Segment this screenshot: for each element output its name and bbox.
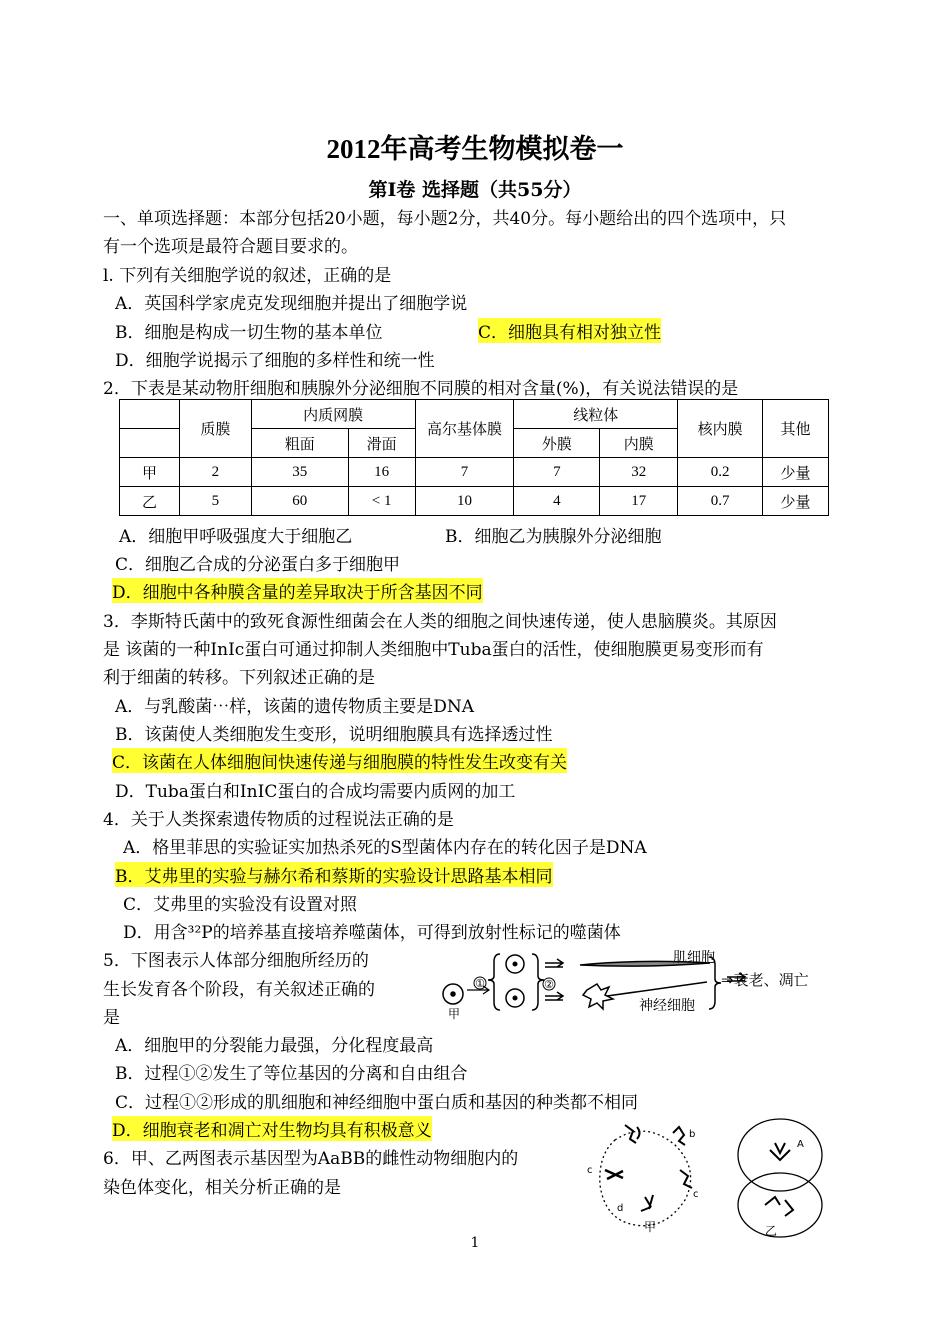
table-row (120, 487, 829, 516)
table-cell: 17 (600, 487, 678, 516)
q2-option-b: B．细胞乙为胰腺外分泌细胞 (445, 527, 662, 547)
table-cell: 0.2 (678, 458, 763, 487)
header-inner: 内膜 (600, 429, 678, 458)
q5-stem-2: 生长发育各个阶段，有关叙述正确的 (103, 980, 375, 1000)
header-plasma: 质膜 (179, 400, 251, 458)
fig6-label-c-left: c (587, 1165, 593, 1176)
table-cell: < 1 (348, 487, 415, 516)
q1-stem: l. 下列有关细胞学说的叙述，正确的是 (103, 266, 392, 286)
header-er: 内质网膜 (251, 400, 415, 429)
header-nuclear: 核内膜 (678, 400, 763, 458)
table-cell: 10 (415, 487, 514, 516)
table-cell: 少量 (763, 458, 829, 487)
page-number: 1 (470, 1235, 480, 1251)
q5-stem-3: 是 (103, 1008, 120, 1028)
header-smooth: 滑面 (348, 429, 415, 458)
q1-option-b: B．细胞是构成一切生物的基本单位 (115, 323, 383, 343)
cell-development-figure (437, 940, 857, 1025)
q4-option-a: A．格里菲思的实验证实加热杀死的S型菌体内存在的转化因子是DNA (123, 838, 647, 858)
chromosome-figure (585, 1115, 840, 1240)
q2-option-d: D．细胞中各种膜含量的差异取决于所含基因不同 (112, 578, 483, 603)
table-cell: 16 (348, 458, 415, 487)
q3-option-d: D．Tuba蛋白和InIC蛋白的合成均需要内质网的加工 (115, 782, 516, 802)
fig5-nerve-label: 神经细胞 (639, 998, 695, 1014)
fig6-label-jia: 甲 (644, 1220, 657, 1234)
table-cell: 乙 (120, 487, 180, 516)
table-corner-cell (120, 429, 180, 458)
q5-stem-1: 5．下图表示人体部分细胞所经历的 (103, 951, 369, 971)
fig5-label-1: ① (475, 977, 485, 990)
membrane-table (119, 399, 829, 516)
q4-option-d: D．用含³²P的培养基直接培养噬菌体，可得到放射性标记的噬菌体 (123, 923, 621, 943)
q1-option-d: D．细胞学说揭示了细胞的多样性和统一性 (115, 351, 435, 371)
q1-option-a: A．英国科学家虎克发现细胞并提出了细胞学说 (115, 294, 468, 314)
table-cell: 35 (251, 458, 348, 487)
q3-stem-1: 3．李斯特氏菌中的致死食源性细菌会在人类的细胞之间快速传递，使人患脑膜炎。其原因 (103, 612, 777, 632)
q5-option-c: C．过程①②形成的肌细胞和神经细胞中蛋白质和基因的种类都不相同 (115, 1093, 639, 1113)
q1-option-c: C．细胞具有相对独立性 (478, 318, 661, 343)
q4-stem: 4．关于人类探索遗传物质的过程说法正确的是 (103, 810, 454, 830)
header-other: 其他 (763, 400, 829, 458)
table-cell: 60 (251, 487, 348, 516)
q5-option-d: D．细胞衰老和凋亡对生物均具有积极意义 (112, 1116, 432, 1141)
fig5-aging-label: ⇒衰老、凋亡 (721, 971, 809, 989)
q5-option-a: A．细胞甲的分裂能力最强，分化程度最高 (115, 1036, 434, 1056)
q6-stem-2: 染色体变化，相关分析正确的是 (103, 1178, 341, 1198)
header-rough: 粗面 (251, 429, 348, 458)
fig5-label-jia: 甲 (448, 1007, 461, 1021)
table-cell: 少量 (763, 487, 829, 516)
table-cell: 4 (514, 487, 600, 516)
intro-line-1: 一、单项选择题：本部分包括20小题，每小题2分，共40分。每小题给出的四个选项中，只 (103, 209, 787, 229)
header-golgi: 高尔基体膜 (415, 400, 514, 458)
fig6-label-d: d (617, 1203, 624, 1214)
intro-line-2: 有一个选项是最符合题目要求的。 (103, 237, 358, 257)
q3-stem-3: 利于细菌的转移。下列叙述正确的是 (103, 668, 375, 688)
header-outer: 外膜 (514, 429, 600, 458)
table-cell: 32 (600, 458, 678, 487)
fig6-label-c-right: c (693, 1189, 699, 1200)
fig6-label-A: A (797, 1139, 804, 1150)
q4-option-b: B．艾弗里的实验与赫尔希和蔡斯的实验设计思路基本相同 (115, 862, 553, 887)
fig6-label-yi: 乙 (765, 1224, 778, 1238)
table-cell: 甲 (120, 458, 180, 487)
q5-option-b: B．过程①②发生了等位基因的分离和自由组合 (115, 1064, 468, 1084)
table-cell: 7 (415, 458, 514, 487)
table-cell: 2 (179, 458, 251, 487)
q3-option-b: B．该菌使人类细胞发生变形，说明细胞膜具有选择透过性 (115, 725, 553, 745)
table-corner-cell (120, 400, 180, 429)
page-title: 2012年高考生物模拟卷一 (326, 134, 624, 164)
q4-option-c: C．艾弗里的实验没有设置对照 (123, 895, 358, 915)
q2-option-c: C．细胞乙合成的分泌蛋白多于细胞甲 (115, 555, 401, 575)
table-cell: 7 (514, 458, 600, 487)
fig5-muscle-label: 肌细胞 (673, 950, 715, 966)
q6-stem-1: 6．甲、乙两图表示基因型为AaBB的雌性动物细胞内的 (103, 1149, 519, 1169)
header-mito: 线粒体 (514, 400, 678, 429)
table-row (120, 458, 829, 487)
q2-option-a: A．细胞甲呼吸强度大于细胞乙 (119, 527, 353, 547)
q2-stem: 2．下表是某动物肝细胞和胰腺外分泌细胞不同膜的相对含量(%)，有关说法错误的是 (103, 379, 739, 399)
q3-stem-2: 是 该菌的一种InIc蛋白可通过抑制人类细胞中Tuba蛋白的活性，使细胞膜更易变形而有 (103, 640, 764, 660)
fig6-label-b: b (689, 1129, 696, 1140)
table-cell: 0.7 (678, 487, 763, 516)
table-cell: 5 (179, 487, 251, 516)
q3-option-a: A．与乳酸菌⋯样，该菌的遗传物质主要是DNA (115, 697, 475, 717)
fig5-label-2: ② (544, 978, 554, 991)
section-subtitle: 第I卷 选择题（共55分） (368, 179, 582, 201)
q3-option-c: C．该菌在人体细胞间快速传递与细胞膜的特性发生改变有关 (112, 748, 567, 773)
